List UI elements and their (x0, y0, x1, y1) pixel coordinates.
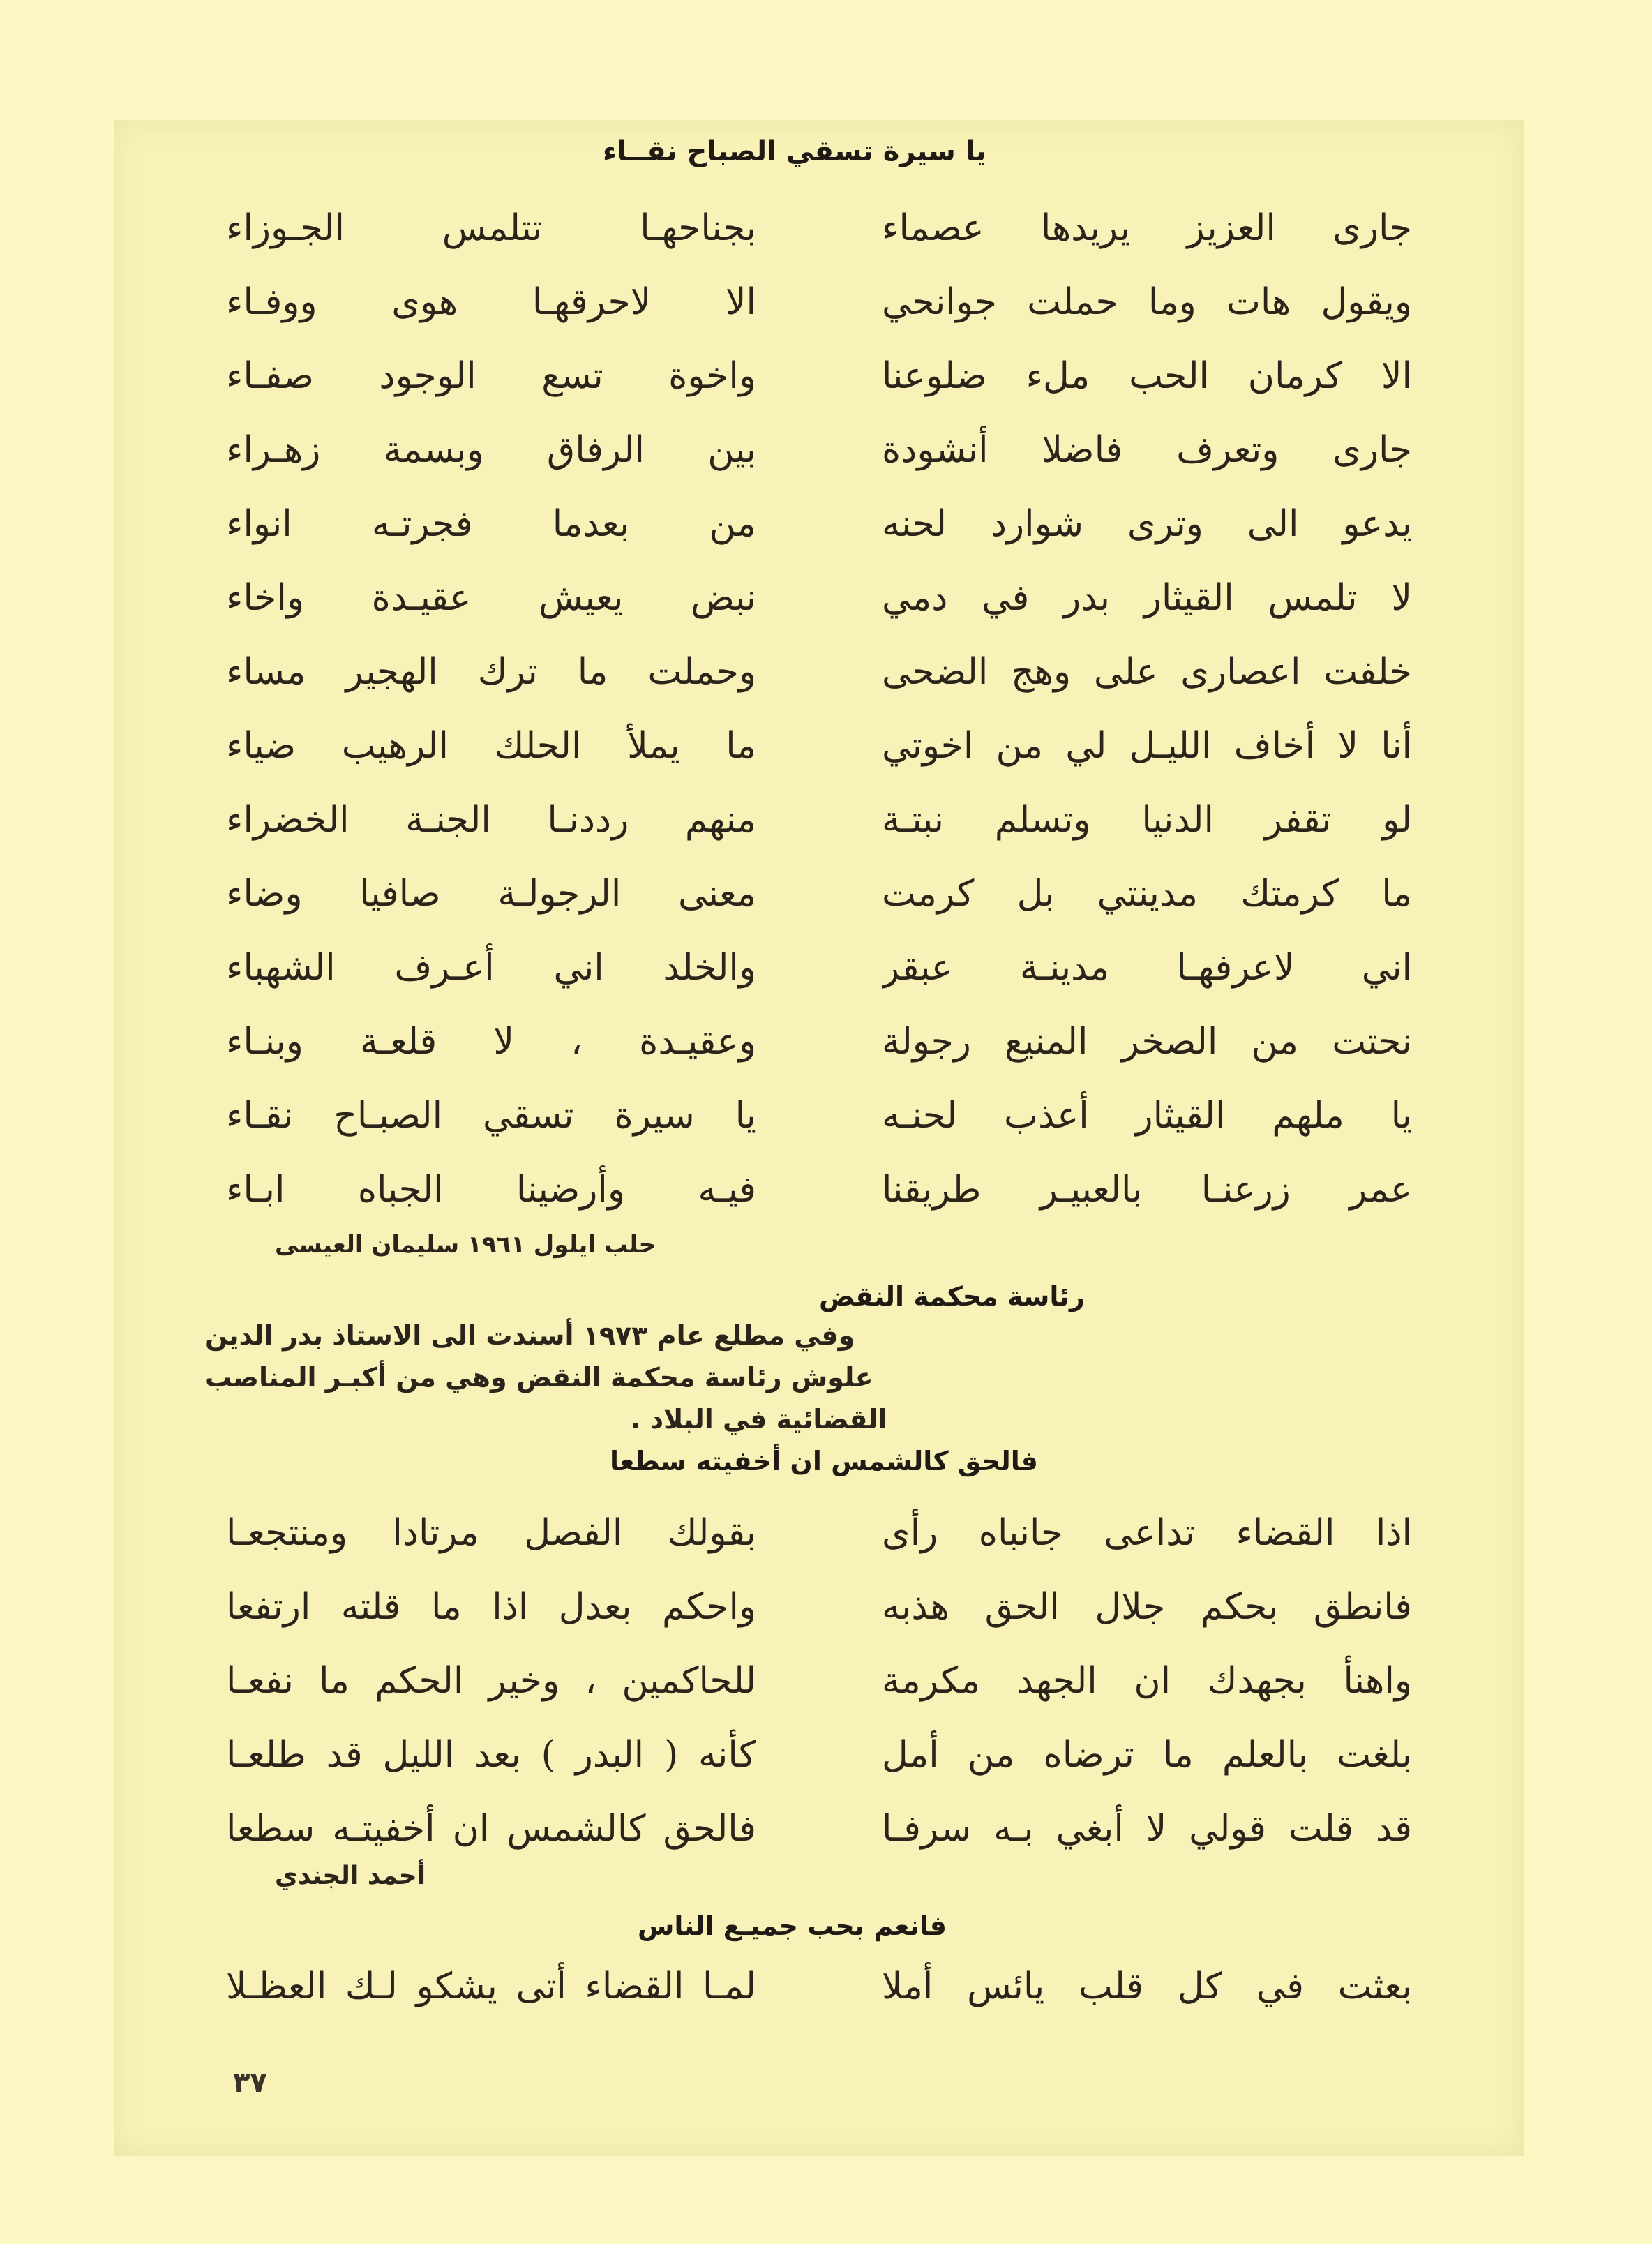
section-heading: رئاسة محكمة النقض (819, 1281, 1085, 1312)
verse (226, 1151, 1412, 1228)
verse (226, 634, 1412, 710)
verse-left-hemistich: واحكم بعدل اذا ما قلته ارتفعا (226, 1586, 756, 1628)
verse-right-hemistich: نحتت من الصخر المنيع رجولة (882, 1021, 1412, 1063)
section-line: وفي مطلع عام ١٩٧٣ أسندت الى الاستاذ بدر الدين (205, 1320, 855, 1351)
verse (226, 1495, 1412, 1571)
verse-right-hemistich: ما كرمتك مدينتي بل كرمت (882, 873, 1412, 915)
verse-right-hemistich: يا ملهم القيثار أعذب لحنـه (882, 1095, 1412, 1137)
verse-right-hemistich: جارى وتعرف فاضلا أنشودة (882, 429, 1412, 471)
verse-right-hemistich: اني لاعرفهـا مدينـة عبقر (882, 947, 1412, 989)
verse-right-hemistich: لو تقفر الدنيا وتسلم نبتـة (882, 799, 1412, 841)
verse-right-hemistich: بلغت بالعلم ما ترضاه من أمل (882, 1734, 1412, 1776)
verse-right-hemistich: يدعو الى وترى شوارد لحنه (882, 503, 1412, 545)
verse (226, 560, 1412, 636)
verse (226, 338, 1412, 414)
verse (226, 1003, 1412, 1080)
verse-left-hemistich: لمـا القضاء أتى يشكو لـك العظـلا (226, 1966, 756, 2007)
verse-left-hemistich: معنى الرجولـة صافيا وضاء (226, 873, 756, 915)
verse-left-hemistich: الا لاحرقهـا هوى ووفـاء (226, 281, 756, 323)
poem2-title: فالحق كالشمس ان أخفيته سطعا (610, 1446, 1038, 1476)
verse (226, 1077, 1412, 1154)
verse (226, 190, 1412, 267)
verse (226, 781, 1412, 858)
verse-right-hemistich: لا تلمس القيثار بدر في دمي (882, 577, 1412, 619)
page-number: ٣٧ (233, 2067, 267, 2099)
verse-left-hemistich: للحاكمين ، وخير الحكم ما نفعـا (226, 1660, 756, 1702)
verse-left-hemistich: وحملت ما ترك الهجير مساء (226, 651, 756, 693)
book-page (114, 120, 1524, 2156)
verse-left-hemistich: بين الرفاق وبسمة زهـراء (226, 429, 756, 471)
verse-left-hemistich: يا سيرة تسقي الصبـاح نقـاء (226, 1095, 756, 1137)
verse (226, 1569, 1412, 1645)
verse-left-hemistich: ما يملأ الحلك الرهيب ضياء (226, 725, 756, 767)
verse (226, 486, 1412, 562)
verse-left-hemistich: بقولك الفصل مرتادا ومنتجعـا (226, 1512, 756, 1554)
verse-right-hemistich: أنا لا أخاف الليـل لي من اخوتي (882, 725, 1412, 767)
verse-left-hemistich: فالحق كالشمس ان أخفيتـه سطعا (226, 1808, 756, 1850)
verse-right-hemistich: ويقول هات وما حملت جوانحي (882, 281, 1412, 323)
verse-left-hemistich: منهم رددنـا الجنـة الخضراء (226, 799, 756, 841)
verse (226, 855, 1412, 932)
verse (226, 412, 1412, 488)
verse (226, 708, 1412, 784)
poem2-verses (226, 1495, 1412, 1871)
verse-right-hemistich: واهنأ بجهدك ان الجهد مكرمة (882, 1660, 1412, 1702)
verse-left-hemistich: والخلد اني أعـرف الشهباء (226, 947, 756, 989)
verse-left-hemistich: واخوة تسع الوجود صفـاء (226, 355, 756, 397)
verse-right-hemistich: جارى العزيز يريدها عصماء (882, 207, 1412, 249)
verse-right-hemistich: الا كرمان الحب ملء ضلوعنا (882, 355, 1412, 397)
section-line: علوش رئاسة محكمة النقض وهي من أكبـر المناصب (205, 1362, 873, 1393)
verse (226, 1643, 1412, 1719)
verse-right-hemistich: فانطق بحكم جلال الحق هذبه (882, 1586, 1412, 1628)
verse (226, 1948, 1412, 2025)
poem2-signature: أحمد الجندي (275, 1862, 426, 1890)
verse (226, 1716, 1412, 1793)
verse (226, 929, 1412, 1006)
verse-right-hemistich: اذا القضاء تداعى جانباه رأى (882, 1512, 1412, 1554)
verse-left-hemistich: نبض يعيش عقيـدة واخاء (226, 577, 756, 619)
verse-right-hemistich: بعثت في كل قلب يائس أملا (882, 1966, 1412, 2007)
verse-left-hemistich: فيـه وأرضينا الجباه ابـاء (226, 1169, 756, 1211)
verse-right-hemistich: خلفت اعصارى على وهج الضحى (882, 651, 1412, 693)
poem1-verses (226, 190, 1412, 1243)
verse (226, 264, 1412, 341)
verse (226, 1790, 1412, 1867)
verse-right-hemistich: قد قلت قولي لا أبغي بـه سرفـا (882, 1808, 1412, 1850)
poem1-signature: حلب ايلول ١٩٦١ سليمان العيسى (275, 1231, 656, 1259)
verse-left-hemistich: من بعدما فجرتـه انواء (226, 503, 756, 545)
verse-left-hemistich: وعقيـدة ، لا قلعـة وبنـاء (226, 1021, 756, 1063)
verse-left-hemistich: كأنه ( البدر ) بعد الليل قد طلعـا (226, 1734, 756, 1776)
verse-right-hemistich: عمر زرعنـا بالعبيـر طريقنا (882, 1169, 1412, 1211)
poem3-title: فانعم بحب جميـع الناس (638, 1910, 947, 1941)
poem1-title: يا سيرة تسقي الصباح نقــاء (603, 135, 986, 167)
verse-left-hemistich: بجناحهـا تتلمس الجـوزاء (226, 207, 756, 249)
section-line: القضائية في البلاد . (631, 1404, 887, 1435)
